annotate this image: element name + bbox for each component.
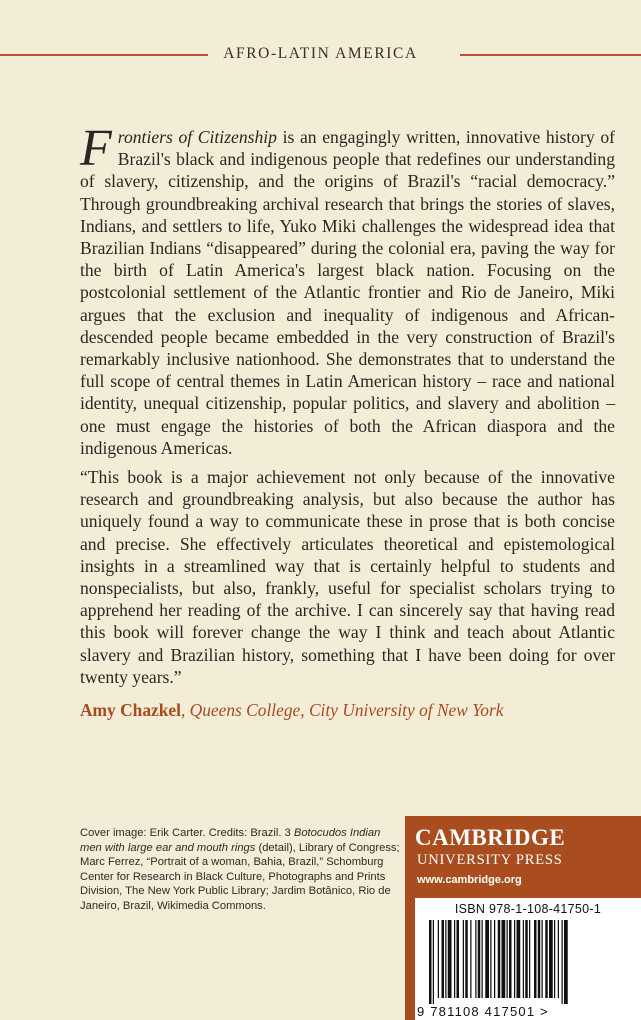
- barcode-bar: [525, 920, 528, 998]
- publisher-press: UNIVERSITY PRESS: [417, 852, 563, 868]
- barcode-bar: [438, 920, 439, 998]
- endorsement-quote: “This book is a major achievement not only because of the innovative research and groundbreaking analysis, but also because the author has uniquely found a way to communicate these in prose that is both concise and precise. She effectively articulates theoretical and epistemological insights in a streamlined way that is certainly helpful to students and nonspecialists, but also, frankly, useful for specialist scholars trying to apprehend her reading of the archive. I can sincerely say that having read this book will forever change the way I think and teach about Atlantic slavery and Brazilian history, something that I have been doing for over twenty years.”: [80, 467, 615, 687]
- publisher-url[interactable]: www.cambridge.org: [417, 874, 522, 886]
- barcode-bar: [542, 920, 543, 998]
- publisher-name: CAMBRIDGE: [415, 825, 566, 850]
- endorser-name: Amy Chazkel: [80, 700, 181, 720]
- barcode-bar: [465, 920, 468, 998]
- barcode-bar: [445, 920, 446, 998]
- barcode-bar: [534, 920, 537, 998]
- series-header: [0, 42, 641, 66]
- barcode-bar: [564, 920, 568, 1004]
- barcode-bar: [558, 920, 559, 998]
- barcode-bar: [562, 920, 563, 1004]
- barcode-bar: [507, 920, 508, 998]
- barcode-bar: [490, 920, 491, 998]
- cover-credits: [80, 826, 400, 914]
- barcode-bar: [549, 920, 553, 998]
- barcode-icon: [429, 920, 627, 1004]
- barcode-bar: [485, 920, 489, 998]
- barcode-bar: [429, 920, 432, 1004]
- barcode-bar: [475, 920, 476, 998]
- barcode-bar: [523, 920, 524, 998]
- barcode-bar: [494, 920, 495, 998]
- barcode-bar: [433, 920, 434, 1004]
- barcode-bar: [545, 920, 548, 998]
- barcode-bar: [442, 920, 445, 998]
- ean-digits: 9 781108 417501 >: [417, 1004, 549, 1019]
- book-title-italic: rontiers of Citizenship: [117, 127, 277, 147]
- barcode-bar: [538, 920, 541, 998]
- book-description: [80, 120, 615, 459]
- publisher-block: [405, 816, 641, 1020]
- barcode-bar: [482, 920, 483, 998]
- drop-cap: F: [80, 120, 112, 177]
- barcode-bar: [448, 920, 452, 998]
- description-text: is an engagingly written, innovative history of Brazil's black and indigenous people that redefines our understanding of slavery, citizenship, and the origins of Brazil's “racial democracy.” Through groundbreaking archival research that brings the stories of slaves, Indians, and settlers to life, Yuko Miki challenges the widespread idea that Brazilian Indians “disappeared” during the colonial era, paving the way for the birth of Latin America's largest black nation. Focusing on the postcolonial settlement of the Atlantic frontier and Rio de Janeiro, Miki argues that the exclusion and inequality of indigenous and African-descended people became embedded in the very construction of Brazil's remarkably inclusive nationhood. She demonstrates that to understand the full scope of central themes in Latin American history – race and national identity, unequal citizenship, popular politics, and slavery and abolition – one must engage the histories of both the African diaspora and the indigenous Americas.: [80, 127, 615, 458]
- barcode-box: [415, 898, 641, 1020]
- credits-text-1: Cover image: Erik Carter. Credits: Brazil. 3: [80, 827, 294, 839]
- barcode-bar: [509, 920, 512, 998]
- barcode-bar: [498, 920, 501, 998]
- barcode-bar: [478, 920, 481, 998]
- barcode-bar: [514, 920, 515, 998]
- series-title: AFRO-LATIN AMERICA: [219, 45, 422, 63]
- credits-italic: Botocudos Indian men with large ear and mouth rings: [80, 827, 381, 854]
- barcode-bar: [529, 920, 530, 998]
- barcode-bar: [470, 920, 471, 998]
- barcode-bar: [502, 920, 506, 998]
- barcode-bar: [454, 920, 455, 998]
- endorser-institution: , Queens College, City University of New York: [180, 700, 504, 720]
- credits-text-2: (detail), Library of Congress; Marc Ferrez, “Portrait of a woman, Bahia, Brazil,” Schomburg Center for Research in Black Culture, Photographs and Prints Division, The New York Public Library; Jardim Botânico, Rio de Janeiro, Brazil, Wikimedia Commons.: [80, 841, 400, 912]
- barcode-bar: [554, 920, 555, 998]
- endorsement-attribution: [80, 700, 620, 721]
- barcode-bar: [457, 920, 460, 998]
- barcode-bar: [463, 920, 464, 998]
- barcode-bar: [517, 920, 521, 998]
- isbn-label: ISBN 978-1-108-41750-1: [454, 902, 602, 916]
